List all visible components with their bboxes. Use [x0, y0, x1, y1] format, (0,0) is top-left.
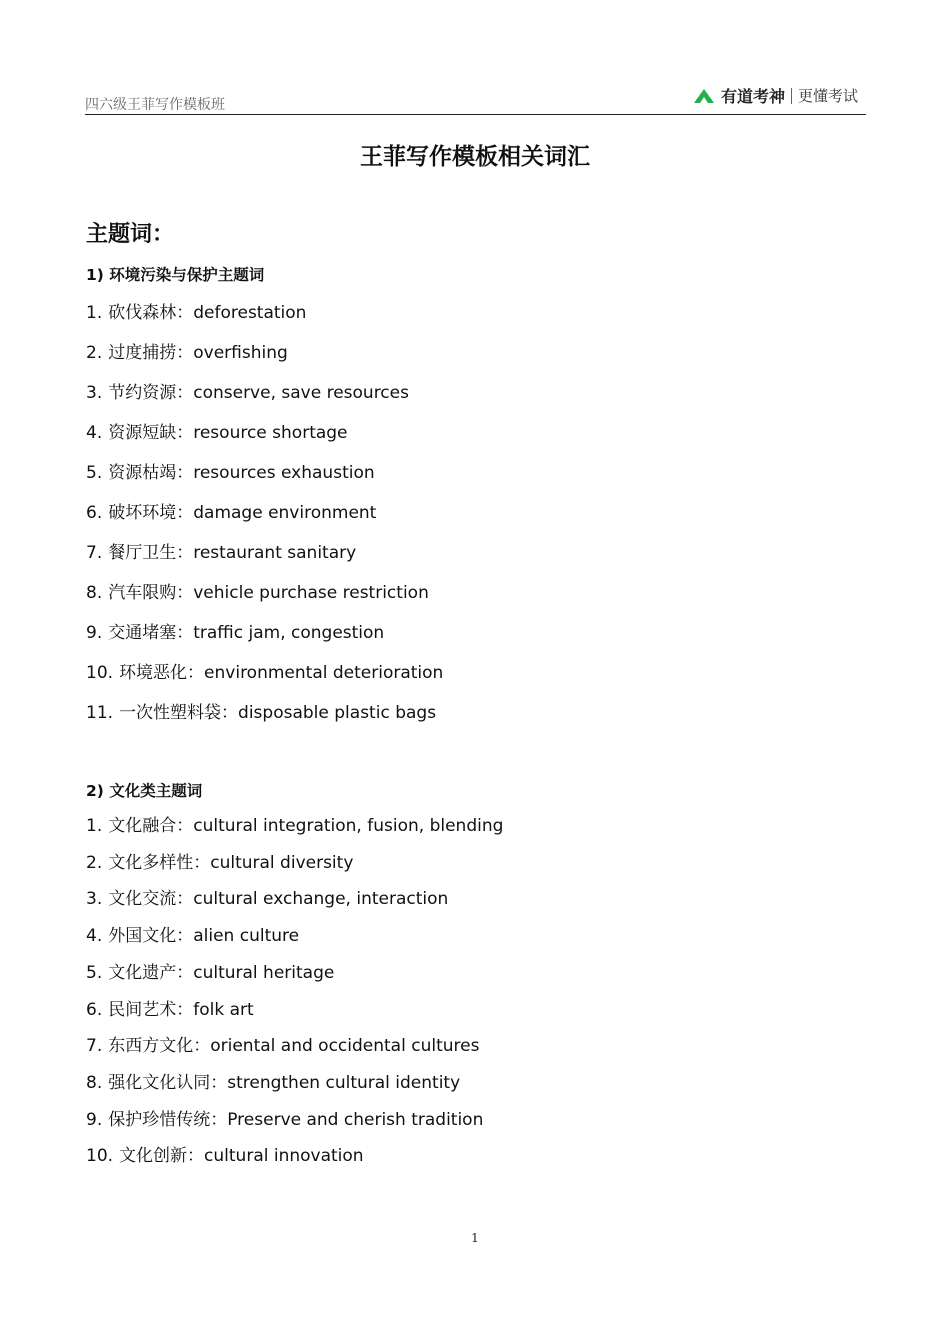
- list-item-number: 6.: [86, 999, 103, 1020]
- list-item: [86, 999, 254, 1021]
- list-item: [86, 1109, 483, 1131]
- list-item-number: 10.: [86, 1146, 114, 1167]
- brand-tagline: 更懂考试: [797, 87, 858, 105]
- list-item: [86, 815, 503, 837]
- list-item: [86, 302, 306, 324]
- list-item-number: 6.: [86, 503, 103, 523]
- list-item-text: 环境恶化：environmental deterioration: [119, 663, 444, 683]
- list-item-number: 1.: [86, 816, 103, 836]
- list-item-number: 11.: [86, 703, 114, 723]
- list-item-number: 5.: [86, 463, 103, 483]
- list-item-number: 1.: [86, 303, 103, 323]
- brand-name: 有道考神: [720, 87, 785, 106]
- list-item: [86, 1145, 364, 1167]
- list-item-number: 2.: [86, 852, 103, 873]
- list-item-text: 保护珍惜传统：Preserve and cherish tradition: [108, 1109, 484, 1130]
- list-item-number: 5.: [86, 962, 103, 983]
- list-item: [86, 582, 429, 604]
- list-item-number: 7.: [86, 1036, 103, 1057]
- list-item-text: 节约资源：conserve, save resources: [108, 383, 409, 403]
- list-item-number: 8.: [86, 583, 103, 603]
- list-item: [86, 542, 356, 564]
- page-header: [85, 82, 866, 115]
- list-item-text: 东西方文化：oriental and occidental cultures: [108, 1036, 480, 1057]
- list-item-text: 破坏环境：damage environment: [108, 503, 377, 523]
- list-item-text: 文化交流：cultural exchange, interaction: [108, 889, 449, 910]
- list-item-number: 2.: [86, 343, 103, 363]
- list-item: [86, 1072, 460, 1094]
- group-heading-environment: 1) 环境污染与保护主题词: [86, 266, 265, 284]
- list-item-text: 民间艺术：folk art: [108, 999, 254, 1020]
- list-item-number: 8.: [86, 1072, 103, 1093]
- group-heading-culture: 2) 文化类主题词: [86, 782, 203, 800]
- list-item: [86, 622, 384, 644]
- list-item-text: 资源短缺：resource shortage: [108, 423, 348, 443]
- page-number: 1: [471, 1231, 479, 1245]
- list-item-text: 外国文化：alien culture: [108, 926, 300, 947]
- list-item-text: 文化创新：cultural innovation: [119, 1146, 364, 1167]
- brand-logo-icon: [693, 88, 715, 104]
- header-course-name: 四六级王菲写作模板班: [85, 97, 225, 113]
- list-item: [86, 502, 376, 524]
- page-title: 王菲写作模板相关词汇: [360, 144, 590, 170]
- list-item-number: 3.: [86, 383, 103, 403]
- list-item-text: 汽车限购：vehicle purchase restriction: [108, 583, 429, 603]
- list-item: [86, 462, 375, 484]
- list-item: [86, 888, 448, 910]
- list-item: [86, 925, 299, 947]
- list-item-number: 9.: [86, 1109, 103, 1130]
- list-item-text: 文化多样性：cultural diversity: [108, 852, 354, 873]
- list-item-text: 一次性塑料袋：disposable plastic bags: [119, 703, 437, 723]
- list-item-text: 资源枯竭：resources exhaustion: [108, 463, 375, 483]
- list-item-text: 文化融合：cultural integration, fusion, blending: [108, 816, 504, 836]
- list-item: [86, 962, 334, 984]
- list-item: [86, 422, 348, 444]
- list-item-text: 强化文化认同：strengthen cultural identity: [108, 1072, 461, 1093]
- list-item-number: 10.: [86, 663, 114, 683]
- list-item-number: 9.: [86, 623, 103, 643]
- list-item-text: 砍伐森林：deforestation: [108, 303, 307, 323]
- list-item-text: 餐厅卫生：restaurant sanitary: [108, 543, 357, 563]
- list-item: [86, 1035, 479, 1057]
- list-item-text: 交通堵塞：traffic jam, congestion: [108, 623, 385, 643]
- list-item: [86, 852, 353, 874]
- list-item: [86, 662, 443, 684]
- list-item-number: 3.: [86, 889, 103, 910]
- brand-divider: [791, 88, 792, 104]
- list-item-text: 文化遗产：cultural heritage: [108, 962, 335, 983]
- section-heading: 主题词：: [86, 222, 175, 247]
- list-item-number: 4.: [86, 423, 103, 443]
- brand-logo: [693, 84, 858, 107]
- list-item-text: 过度捕捞：overfishing: [108, 343, 288, 363]
- list-item: [86, 702, 436, 724]
- list-item-number: 7.: [86, 543, 103, 563]
- list-item-number: 4.: [86, 926, 103, 947]
- list-item: [86, 382, 409, 404]
- list-item: [86, 342, 288, 364]
